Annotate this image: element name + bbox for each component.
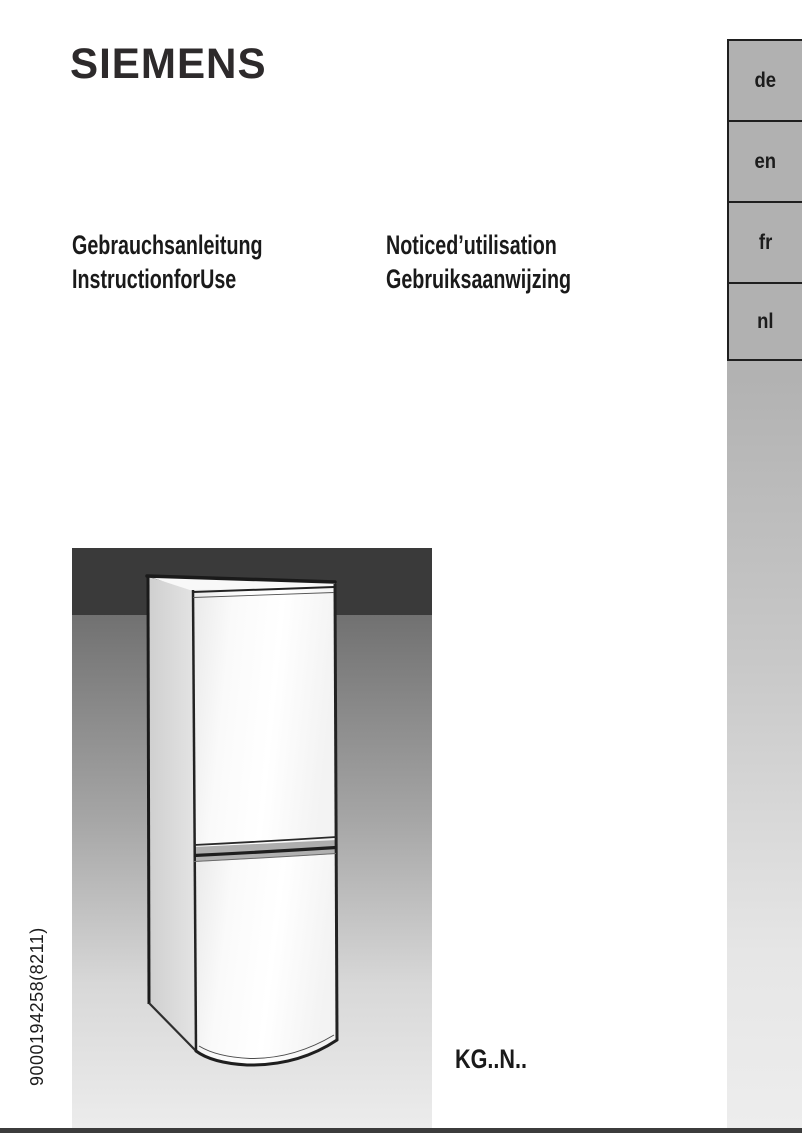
language-tab-block	[727, 39, 802, 361]
language-tab-fr	[729, 203, 802, 284]
language-strip	[727, 39, 802, 1128]
language-tab-en	[729, 122, 802, 203]
language-tab-fr-label: fr	[758, 230, 773, 254]
fridge-upper-door	[193, 585, 337, 847]
title-german: Gebrauchsanleitung	[72, 230, 263, 260]
model-code: KG..N..	[455, 1044, 528, 1074]
language-tab-de-label: de	[754, 68, 777, 92]
front-right-edge	[335, 584, 337, 1040]
brand-logo: SIEMENS	[70, 40, 267, 88]
title-english: InstructionforUse	[72, 264, 237, 294]
fridge-illustration-svg	[72, 548, 432, 1128]
language-tab-de	[729, 41, 802, 122]
language-tab-en-label: en	[754, 149, 777, 173]
title-french: Noticed’utilisation	[386, 230, 557, 260]
document-number-vertical: 9000194258(8211)	[27, 927, 47, 1086]
back-left-edge	[148, 577, 149, 1004]
title-dutch: Gebruiksaanwijzing	[386, 264, 572, 294]
fridge-illustration	[72, 548, 432, 1128]
title-column-right	[386, 228, 571, 296]
title-column-left	[72, 228, 263, 296]
language-tab-nl	[729, 284, 802, 361]
fridge-side-panel	[148, 577, 196, 1051]
language-tab-nl-label: nl	[757, 309, 774, 333]
fridge-lower-door	[194, 854, 337, 1065]
bottom-bar	[0, 1128, 802, 1133]
